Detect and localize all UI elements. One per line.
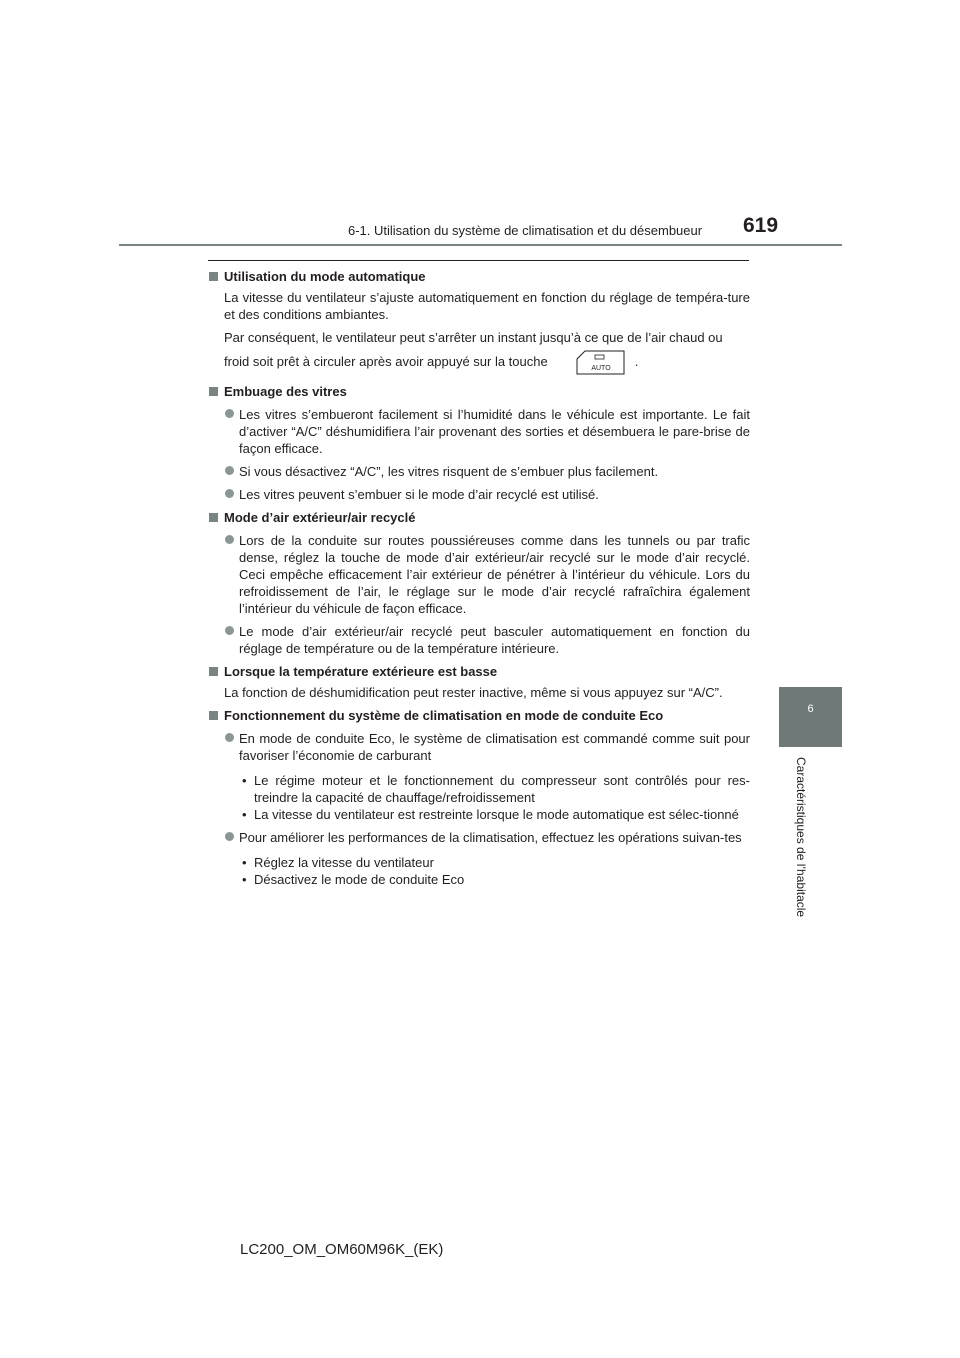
list-item: En mode de conduite Eco, le système de climatisation est commandé comme suit pour favoriser l’économie de carburant bbox=[208, 730, 750, 764]
sub-list-item: • Désactivez le mode de conduite Eco bbox=[242, 872, 465, 887]
paragraph: Par conséquent, le ventilateur peut s’arrêter un instant jusqu’à ce que de l’air chaud ou bbox=[224, 330, 723, 345]
sub-bullet-marker: • bbox=[242, 773, 247, 788]
page-content bbox=[208, 268, 750, 888]
auto-button-icon bbox=[576, 350, 625, 375]
heading-air-mode: Mode d’air extérieur/air recyclé bbox=[208, 509, 750, 526]
list-item: Lors de la conduite sur routes poussiéreuses comme dans les tunnels ou par trafic dense, réglez la touche de mode d’air extérieur/air recyclé sur le mode d’air recyclé. Ceci empêche efficacement l’air extérieur de pénétrer à l’intérieur du véhicule. Lors du refroidissement de l’air, le réglage sur le mode d’air recyclé rafraîchira également l’intérieur du véhicule de façon efficace. bbox=[208, 532, 750, 617]
heading-low-temperature: Lorsque la température extérieure est basse bbox=[208, 663, 750, 680]
paragraph-end: . bbox=[634, 353, 639, 369]
sub-bullet-marker: • bbox=[242, 807, 247, 822]
header-rule bbox=[119, 244, 842, 246]
sub-list-item: • La vitesse du ventilateur est restreinte lorsque le mode automatique est sélec-tionné bbox=[242, 807, 739, 822]
footer-code: LC200_OM_OM60M96K_(EK) bbox=[240, 1241, 444, 1258]
page-number: 619 bbox=[743, 214, 779, 237]
chapter-tab bbox=[779, 687, 842, 747]
bullet-icon bbox=[225, 733, 234, 742]
sub-list-item: • Réglez la vitesse du ventilateur bbox=[242, 855, 434, 870]
heading-window-fog: Embuage des vitres bbox=[208, 383, 750, 400]
heading-auto-mode: Utilisation du mode automatique bbox=[208, 268, 750, 285]
list-item: Le mode d’air extérieur/air recyclé peut basculer automatiquement en fonction du réglage de température ou de la température intérieure. bbox=[208, 623, 750, 657]
bullet-icon bbox=[225, 466, 234, 475]
sub-bullet-marker: • bbox=[242, 872, 247, 887]
chapter-label: Caractéristiques de l’habitacle bbox=[794, 757, 808, 918]
bullet-icon bbox=[225, 832, 234, 841]
paragraph-with-button bbox=[208, 350, 750, 375]
bullet-icon bbox=[225, 409, 234, 418]
list-item: Les vitres peuvent s’embuer si le mode d’air recyclé est utilisé. bbox=[208, 486, 750, 503]
list-item: Si vous désactivez “A/C”, les vitres risquent de s’embuer plus facilement. bbox=[208, 463, 750, 480]
header-section-title: 6-1. Utilisation du système de climatisation et du désembueur bbox=[348, 223, 703, 238]
bullet-icon bbox=[225, 489, 234, 498]
bullet-icon bbox=[225, 535, 234, 544]
paragraph: La fonction de déshumidification peut rester inactive, même si vous appuyez sur “A/C”. bbox=[224, 685, 723, 700]
section-rule bbox=[208, 260, 749, 261]
heading-eco-mode: Fonctionnement du système de climatisation en mode de conduite Eco bbox=[208, 707, 750, 724]
paragraph-text: froid soit prêt à circuler après avoir appuyé sur la touche bbox=[224, 353, 548, 369]
list-item: Les vitres s’embueront facilement si l’humidité dans le véhicule est importante. Le fait d’activer “A/C” déshumidifiera l’air provenant des sorties et désembuera le pare-brise de façon efficace. bbox=[208, 406, 750, 457]
chapter-number: 6 bbox=[807, 703, 814, 715]
sub-list-item: • Le régime moteur et le fonctionnement du compresseur sont contrôlés pour res-treindre la capacité de chauffage/refroidissement bbox=[242, 773, 750, 805]
auto-button-label: AUTO bbox=[591, 365, 611, 372]
sub-bullet-marker: • bbox=[242, 855, 247, 870]
paragraph: La vitesse du ventilateur s’ajuste automatiquement en fonction du réglage de tempéra-ture et des conditions ambiantes. bbox=[224, 290, 750, 322]
bullet-icon bbox=[225, 626, 234, 635]
list-item: Pour améliorer les performances de la climatisation, effectuez les opérations suivan-tes bbox=[208, 829, 750, 846]
